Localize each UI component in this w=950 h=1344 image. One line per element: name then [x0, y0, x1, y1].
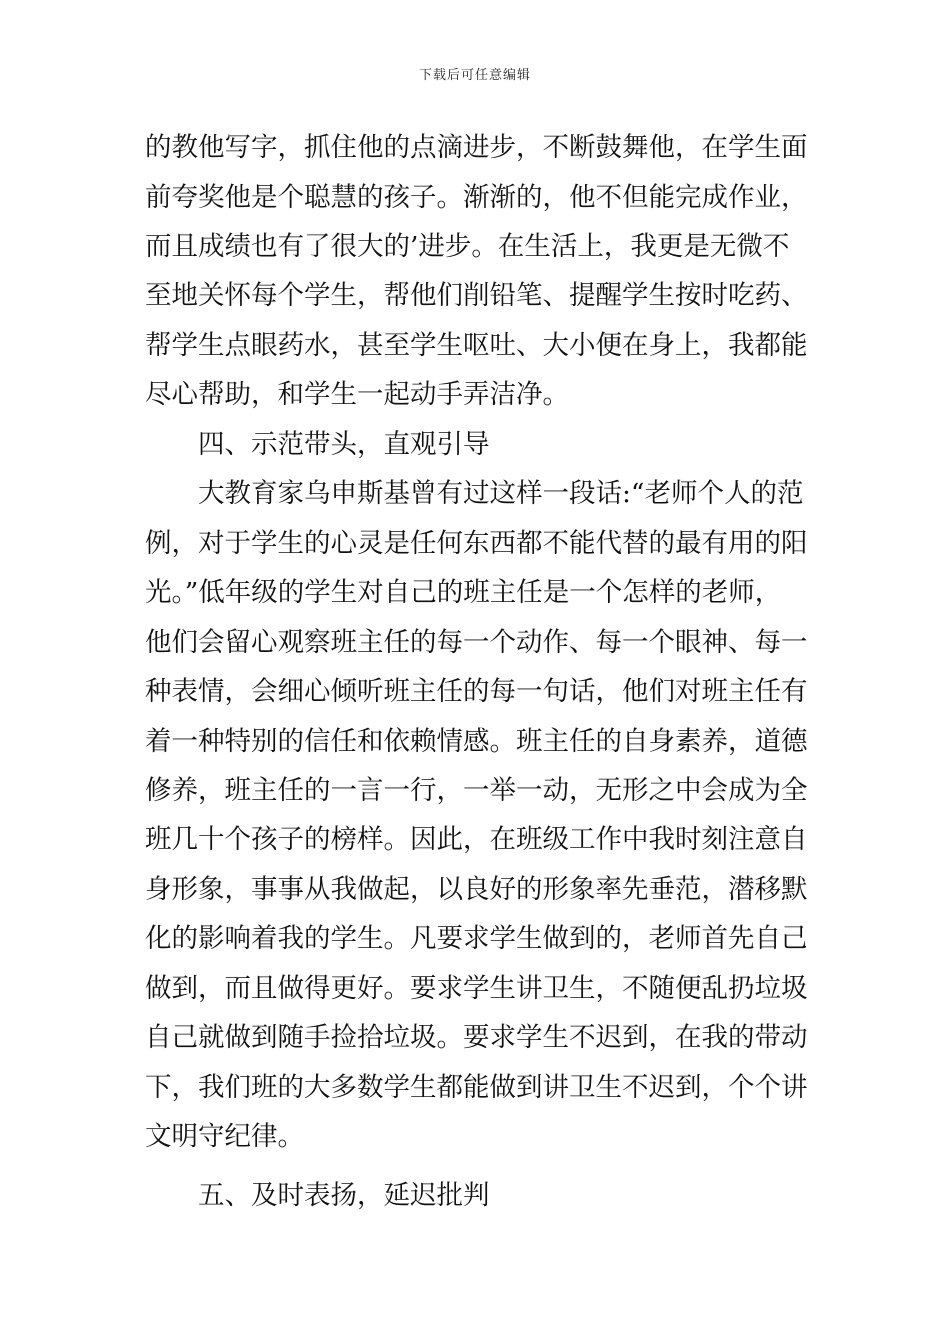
section-heading-5: 五、及时表扬，延迟批判 [198, 1180, 490, 1211]
body-line-15: 班几十个孩子的榜样。因此，在班级工作中我时刻注意自 [145, 824, 808, 855]
body-line-14: 修养，班主任的一言一行，一举一动，无形之中会成为全 [145, 775, 808, 806]
body-line-18: 做到，而且做得更好。要求学生讲卫生，不随便乱扔垃圾 [145, 973, 808, 1004]
page-header: 下载后可任意编辑 [418, 68, 531, 83]
body-line-13: 着一种特别的信任和依赖情感。班主任的自身素养，道德 [145, 726, 808, 757]
body-line-1: 的教他写字，抓住他的点滴进步，不断鼓舞他，在学生面 [145, 132, 808, 163]
body-line-12: 种表情，会细心倾听班主任的每一句话，他们对班主任有 [145, 676, 808, 707]
body-line-9: 例，对于学生的心灵是任何东西都不能代替的最有用的阳 [145, 528, 808, 559]
body-line-2: 前夸奖他是个聪慧的孩子。渐渐的，他不但能完成作业， [145, 182, 808, 213]
body-line-20: 下，我们班的大多数学生都能做到讲卫生不迟到，个个讲 [145, 1072, 808, 1103]
body-line-6: 尽心帮助，和学生一起动手弄洁净。 [145, 379, 569, 410]
body-line-8: 大教育家乌申斯基曾有过这样一段话:“老师个人的范 [198, 478, 804, 509]
body-line-11: 他们会留心观察班主任的每一个动作、每一个眼神、每一 [145, 627, 808, 658]
body-line-21: 文明守纪律。 [145, 1121, 304, 1152]
body-line-17: 化的影响着我的学生。凡要求学生做到的，老师首先自己 [145, 923, 808, 954]
section-heading-4: 四、示范带头，直观引导 [198, 429, 490, 460]
body-line-16: 身形象，事事从我做起，以良好的形象率先垂范，潜移默 [145, 874, 808, 905]
body-line-19: 自己就做到随手捡拾垃圾。要求学生不迟到，在我的带动 [145, 1022, 808, 1053]
body-line-3: 而且成绩也有了很大的’进步。在生活上，我更是无微不 [145, 231, 790, 262]
body-line-4: 至地关怀每个学生，帮他们削铅笔、提醒学生按时吃药、 [145, 280, 808, 311]
body-line-5: 帮学生点眼药水，甚至学生呕吐、大小便在身上，我都能 [145, 330, 808, 361]
body-line-10: 光。”低年级的学生对自己的班主任是一个怎样的老师， [145, 577, 782, 608]
